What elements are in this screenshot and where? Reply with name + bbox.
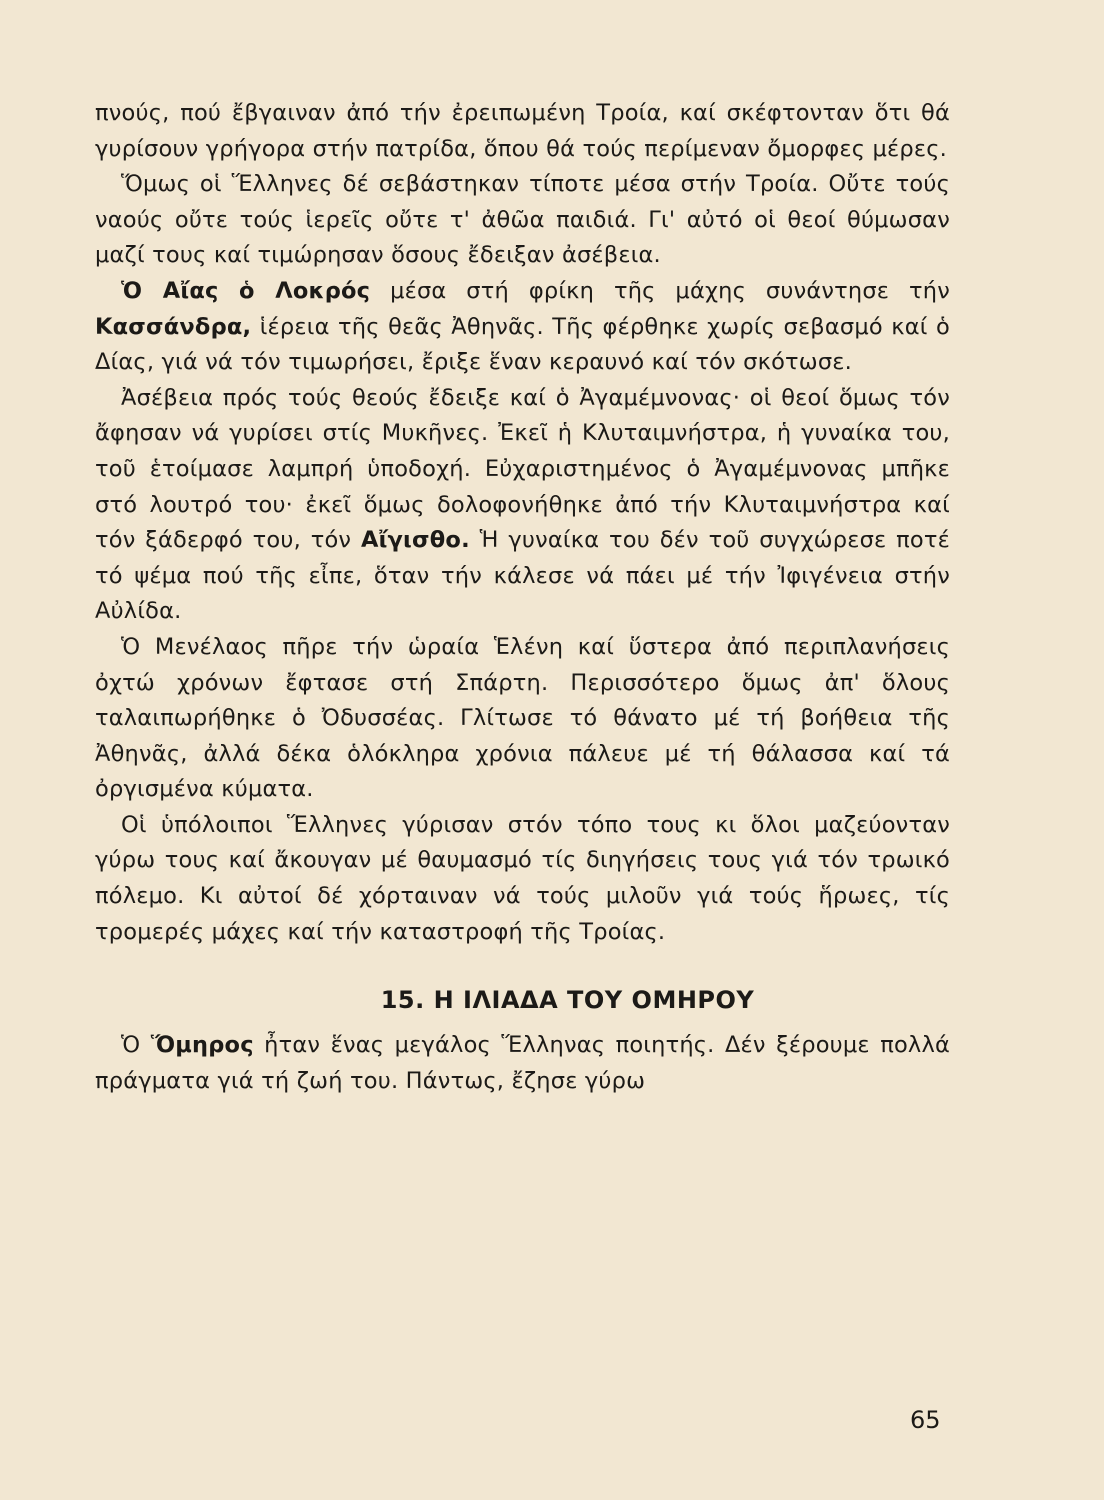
page-number: 65 <box>910 1406 941 1434</box>
paragraph-text: μέσα στή φρίκη τῆς μάχης συνάντησε τήν <box>370 277 951 304</box>
paragraph <box>95 1028 950 1099</box>
page-body <box>95 96 950 1099</box>
paragraph: Ὅμως οἱ Ἕλληνες δέ σεβάστηκαν τίποτε μέσα στήν Τροία. Οὔτε τούς ναούς οὔτε τούς ἱερεῖς οὔτε τ' ἀθῶα παιδιά. Γι' αὐτό οἱ θεοί θύμωσαν μαζί τους καί τιμώρησαν ὅσους ἔδειξαν ἀσέβεια. <box>95 171 950 269</box>
paragraph: πνούς, πού ἔβγαιναν ἀπό τήν ἐρειπωμένη Τροία, καί σκέφτονταν ὅτι θά γυρίσουν γρήγορα στήν πατρίδα, ὅπου θά τούς περίμεναν ὄμορφες μέρες. <box>95 100 950 162</box>
bold-name: Κασσάνδρα, <box>95 313 252 340</box>
section-heading: 15. Η ΙΛΙΑΔΑ ΤΟΥ ΟΜΗΡΟΥ <box>380 986 755 1015</box>
paragraph-text: Ἀσέβεια πρός τούς θεούς ἔδειξε καί ὁ Ἀγαμέμνονας· οἱ θεοί ὅμως τόν ἄφησαν νά γυρίσει στίς Μυκῆνες. Ἐκεῖ ἡ Κλυταιμνήστρα, ἡ γυναίκα του, τοῦ ἑτοίμασε λαμπρή ὑποδοχή. Εὐχαριστημένος ὁ Ἀγαμέμνονας μπῆκε στό λουτρό του· ἐκεῖ ὅμως δολοφονήθηκε ἀπό τήν Κλυταιμνήστρα καί τόν ξάδερφό του, τόν <box>95 384 950 554</box>
paragraph-text: ἱέρεια τῆς θεᾶς Ἀθηνᾶς. Τῆς φέρθηκε χωρίς σεβασμό καί ὁ Δίας, γιά νά τόν τιμωρήσει, ἔριξε ἕναν κεραυνό καί τόν σκότωσε. <box>95 313 950 376</box>
bold-name: Ὅμηρος <box>150 1032 254 1059</box>
paragraph: Οἱ ὑπόλοιποι Ἕλληνες γύρισαν στόν τόπο τους κι ὅλοι μαζεύονταν γύρω τους καί ἄκουγαν μέ θαυμασμό τίς διηγήσεις τους γιά τόν τρωικό πόλεμο. Κι αὐτοί δέ χόρταιναν νά τούς μιλοῦν γιά τούς ἥρωες, τίς τρομερές μάχες καί τήν καταστροφή τῆς Τροίας. <box>95 811 950 945</box>
paragraph-text: Ὁ <box>121 1032 151 1059</box>
paragraph-text: ἦταν ἕνας μεγάλος Ἕλληνας ποιητής. Δέν ξέρουμε πολλά πράγματα γιά τή ζωή του. Πάντως, ἔζησε γύρω <box>95 1032 950 1094</box>
paragraph: Ὁ Μενέλαος πῆρε τήν ὡραία Ἑλένη καί ὕστερα ἀπό περιπλανήσεις ὀχτώ χρόνων ἔφτασε στή Σπάρτη. Περισσότερο ὅμως ἀπ' ὅλους ταλαιπωρήθηκε ὁ Ὀδυσσέας. Γλίτωσε τό θάνατο μέ τή βοήθεια τῆς Ἀθηνᾶς, ἀλλά δέκα ὁλόκληρα χρόνια πάλευε μέ τή θάλασσα καί τά ὀργισμένα κύματα. <box>95 633 950 803</box>
bold-name: Ὁ Αἴας ὁ Λοκρός <box>121 277 371 304</box>
paragraph <box>95 274 950 381</box>
paragraph-text: Ἡ γυναίκα του δέν τοῦ συγχώρεσε ποτέ τό ψέμα πού τῆς εἶπε, ὅταν τήν κάλεσε νά πάει μέ τήν Ἰφιγένεια στήν Αὐλίδα. <box>95 527 950 625</box>
paragraph <box>95 381 950 630</box>
bold-name: Αἴγισθο. <box>360 527 470 554</box>
